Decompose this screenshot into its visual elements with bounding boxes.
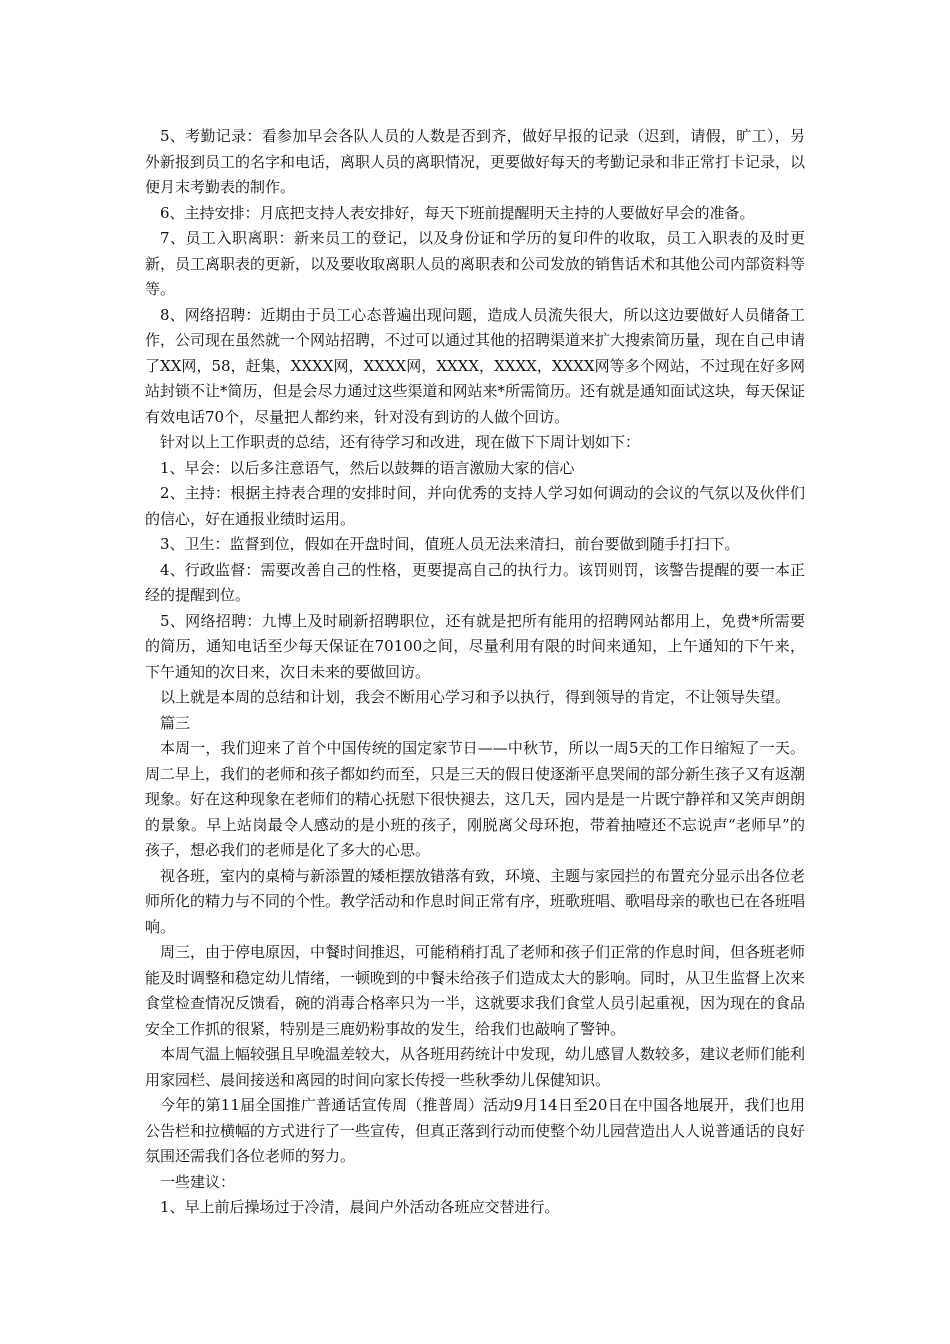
paragraph-conclusion: 以上就是本周的总结和计划，我会不断用心学习和予以执行，得到领导的肯定，不让领导失望。 — [160, 688, 791, 706]
paragraph-plan-host: 2、主持：根据主持表合理的安排时间，并向优秀的支持人学习如何调动的会议的气氛以及伙伴们的信心，好在通报业绩时运用。 — [145, 484, 805, 528]
paragraph-plan-hygiene: 3、卫生：监督到位，假如在开盘时间，值班人员无法来清扫，前台要做到随手打扫下。 — [160, 535, 740, 553]
paragraph-online-recruiting: 8、网络招聘：近期由于员工心态普遍出现问题，造成人员流失很大，所以这边要做好人员储备工作，公司现在虽然就一个网站招聘，不过可以通过其他的招聘渠道来扩大搜索简历量，现在自己申请了XX网，58，赶集，XXXX网，XXXX网，XXXX，XXXX，XXXX网等多个网站，不过现在好多网站封锁不让*简历，但是会尽力通过这些渠道和网站来*所需简历。还有就是通知面试这块，每天保证有效电话70个，尽量把人都约来，针对没有到访的人做个回访。 — [145, 305, 806, 426]
paragraph-plan-recruiting: 5、网络招聘：九博上及时刷新招聘职位，还有就是把所有能用的招聘网站都用上，免费*所需要的简历，通知电话至少每天保证在70100之间，尽量利用有限的时间来通知，上午通知的下午来，下午通知的次日来，次日未来的要做回访。 — [145, 611, 805, 681]
paragraph-suggestion-1: 1、早上前后操场过于冷清，晨间户外活动各班应交替进行。 — [160, 1198, 560, 1216]
paragraph-class-inspection: 视各班，室内的桌椅与新添置的矮柜摆放错落有致，环境、主题与家园拦的布置充分显示出各位老师所化的精力与不同的个性。教学活动和作息时间正常有序，班歌班唱、歌唱母亲的歌也已在各班唱响。 — [145, 866, 806, 936]
paragraph-onboarding: 7、员工入职离职：新来员工的登记，以及身份证和学历的复印件的收取，员工入职表的及时更新，员工离职表的更新，以及要收取离职人员的离职表和公司发放的销售话术和其他公司内部资料等等。 — [145, 229, 806, 298]
section-heading: 篇三 — [160, 713, 191, 732]
paragraph-plan-morning-meeting: 1、早会：以后多注意语气，然后以鼓舞的语言激励大家的信心 — [160, 458, 575, 477]
paragraph-wednesday: 周三，由于停电原因，中餐时间推迟，可能稍稍打乱了老师和孩子们正常的作息时间，但各班老师能及时调整和稳定幼儿情绪，一顿晚到的中餐未给孩子们造成太大的影响。同时，从卫生监督上次来食堂检查情况反馈看，碗的消毒合格率只为一半，这就要求我们食堂人员引起重视，因为现在的食品安全工作抓的很紧，特别是三鹿奶粉事故的发生，给我们也敲响了警钟。 — [145, 943, 806, 1038]
paragraph-plan-admin: 4、行政监督：需要改善自己的性格，更要提高自己的执行力。该罚则罚，该警告提醒的要一本正经的提醒到位。 — [145, 560, 805, 604]
paragraph-attendance: 5、考勤记录：看参加早会各队人员的人数是否到齐，做好早报的记录（迟到，请假，旷工），另外新报到员工的名字和电话，离职人员的离职情况，更要做好每天的考勤记录和非正常打卡记录，以便月末考勤表的制作。 — [145, 127, 806, 196]
paragraph-mandarin-week: 今年的第11届全国推广普通话宣传周（推普周）活动9月14日至20日在中国各地展开，我们也用公告栏和拉横幅的方式进行了一些宣传，但真正落到行动而使整个幼儿园营造出人人说普通话的良好氛围还需我们各位老师的努力。 — [145, 1096, 806, 1165]
paragraph-suggestions-heading: 一些建议： — [160, 1172, 236, 1191]
paragraph-weather: 本周气温上幅较强且早晚温差较大，从各班用药统计中发现，幼儿感冒人数较多，建议老师们能利用家园栏、晨间接送和离园的时间向家长传授一些秋季幼儿保健知识。 — [145, 1045, 806, 1089]
paragraph-host-schedule: 6、主持安排：月底把支持人表安排好，每天下班前提醒明天主持的人要做好早会的准备。 — [160, 203, 755, 222]
paragraph-plan-intro: 针对以上工作职责的总结，还有待学习和改进，现在做下下周计划如下： — [160, 433, 641, 451]
paragraph-monday: 本周一，我们迎来了首个中国传统的国定家节日——中秋节，所以一周5天的工作日缩短了一天。周二早上，我们的老师和孩子都如约而至，只是三天的假日使逐渐平息哭闹的部分新生孩子又有返潮现象。好在这种现象在老师们的精心抚慰下很快褪去，这几天，园内是是一片既宁静祥和又笑声朗朗的景象。早上站岗最令人感动的是小班的孩子，刚脱离父母环抱，带着抽噎还不忘说声“老师早”的孩子，想必我们的老师是化了多大的心思。 — [145, 739, 806, 859]
document-body — [145, 124, 805, 1221]
